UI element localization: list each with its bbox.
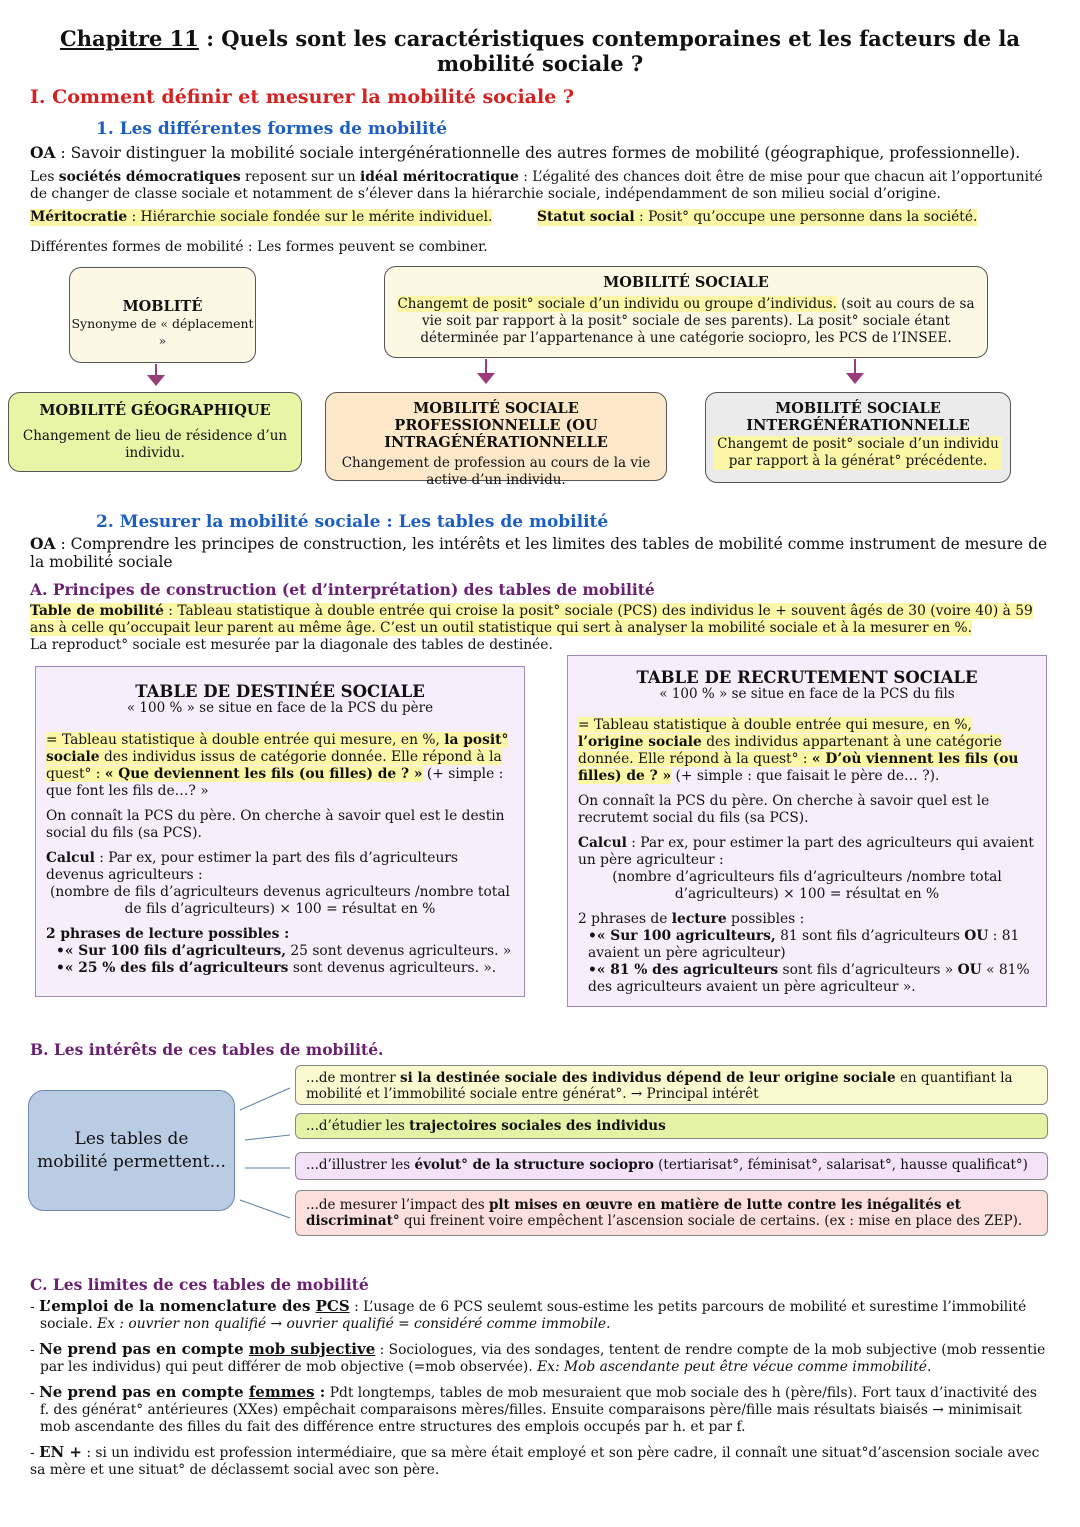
limites-title: C. Les limites de ces tables de mobilité <box>30 1275 369 1294</box>
section1-title: I. Comment définir et mesurer la mobilité sociale ? <box>30 86 575 108</box>
page-title: Chapitre 11 : Quels sont les caractéristiques contemporaines et les facteurs de la mobilité sociale ? <box>60 26 1020 76</box>
connector-lines <box>235 1080 300 1230</box>
recrutement-lecture-2: • « 81 % des agriculteurs sont fils d’agriculteurs » OU « 81% des agriculteurs avaient un père agriculteur ». <box>588 962 1036 996</box>
interet-4: ...de mesurer l’impact des plt mises en œuvre en matière de lutte contre les inégalités et discriminat° qui freinent voire empêchent l’ascension sociale de certains. (ex : mise en place des ZEP). <box>295 1190 1048 1236</box>
destinee-lecture-2: • « 25 % des fils d’agriculteurs sont devenus agriculteurs. ». <box>56 960 514 977</box>
oa-2: OA : Comprendre les principes de construction, les intérêts et les limites des tables de mobilité comme instrument de mesure de la mobilité sociale <box>30 534 1048 571</box>
destinee-calcul: Calcul : Par ex, pour estimer la part des fils d’agriculteurs devenus agriculteurs : <box>46 850 459 883</box>
limite-3: - Ne prend pas en compte femmes : Pdt longtemps, tables de mob mesuraient que mob sociale des h (père/fils). Fort taux d’inactivité des f. des générat° antérieures (XXes) empêchait comparaisons mères/filles. Ensuite comparaisons père/fille mais résultats biaisés → minimisait mob ascendante des filles du fait des différence entre structures des emplois occupés par h. et par f. <box>30 1383 1037 1435</box>
down-arrow-icon <box>477 373 495 384</box>
interet-3: ...d’illustrer les évolut° de la structure sociopro (tertiarisat°, féminisat°, salarisat°, hausse qualificat°) <box>295 1152 1048 1180</box>
forms-intro: Différentes formes de mobilité : Les formes peuvent se combiner. <box>30 239 488 255</box>
definition-table-mobilite: Table de mobilité : Tableau statistique à double entrée qui croise la posit° sociale (PCS) des individus le + souvent âgés de 30 (voire 40) à 59 ans à celle qu’occupait leur parent au même âge. C’est un outil statistique qui sert à analyser la mobilité sociale et à la mesurer en %. La reproduct° sociale est mesurée par la diagonale des tables de destinée. <box>30 603 1033 653</box>
recrutement-definition: = Tableau statistique à double entrée qui mesure, en %, l’origine sociale des individus appartenant à une catégorie donnée. Elle répond à la quest° : « D’où viennent les fils (ou filles) de ? » (+ simple : que faisait le père de… ?). <box>578 717 1019 784</box>
mobilite-professionnelle-box: MOBILITÉ SOCIALE PROFESSIONNELLE (OU INTRAGÉNÉRATIONNELLE Changement de profession au cours de la vie active d’un individu. <box>325 392 667 481</box>
subsection2-title: 2. Mesurer la mobilité sociale : Les tables de mobilité <box>96 512 609 532</box>
destinee-lecture-1: • « Sur 100 fils d’agriculteurs, 25 sont devenus agriculteurs. » <box>56 943 514 960</box>
mobilite-sociale-box: MOBILITÉ SOCIALE Changemt de posit° sociale d’un individu ou groupe d’individus. (soit au cours de sa vie soit par rapport à la posit° sociale de ses parents). La posit° sociale étant déterminée par l’appartenance à une catégorie sociopro, les PCS de l’INSEE. <box>384 266 988 358</box>
tables-permettent-box: Les tables de mobilité permettent... <box>28 1090 235 1211</box>
interets-title: B. Les intérêts de ces tables de mobilité. <box>30 1040 384 1059</box>
subsection1-title: 1. Les différentes formes de mobilité <box>96 119 448 139</box>
table-recrutement-box: TABLE DE RECRUTEMENT SOCIALE « 100 % » se situe en face de la PCS du fils = Tableau statistique à double entrée qui mesure, en %, l’origine sociale des individus appartenant à une catégorie donnée. Elle répond à la quest° : « D’où viennent les fils (ou filles) de ? » (+ simple : que faisait le père de… ?). On connaît la PCS du père. On cherche à savoir quel est le recrutemt social du fils (sa PCS). Calcul : Par ex, pour estimer la part des agriculteurs qui avaient un père agriculteur : (nombre d’agriculteurs fils d’agriculteurs /nombre total d’agriculteurs) × 100 = résultat en % 2 phrases de lecture possibles : • « Sur 100 agriculteurs, 81 sont fils d’agriculteurs OU : 81 avaient un père agriculteur) • « 81 % des agriculteurs sont fils d’agriculteurs » OU « 81% des agriculteurs avaient un père agriculteur ». <box>567 655 1047 1007</box>
destinee-definition: = Tableau statistique à double entrée qui mesure, en %, la posit° sociale des individus issus de catégorie donnée. Elle répond à la quest° : « Que deviennent les fils (ou filles) de ? » (+ simple : que font les fils de…? » <box>46 732 509 799</box>
limite-2: - Ne prend pas en compte mob subjective : Sociologues, via des sondages, tentent de rendre compte de la mob subjective (mob ressentie par les individus) qui peut différer de mob objective (=mob observée). Ex: Mob ascendante peut être vécue comme immobilité. <box>30 1340 1046 1375</box>
definition-statut-social: Statut social : Posit° qu’occupe une personne dans la société. <box>537 209 978 225</box>
limite-4: - EN + : si un individu est profession intermédiaire, que sa mère était employé et son père cadre, il connaît une situat°d’ascension sociale avec sa mère et une situat° de déclassemt social avec son père. <box>30 1443 1040 1478</box>
down-arrow-icon <box>846 373 864 384</box>
mobilite-box: MOBLITÉ Synonyme de « déplacement » <box>69 267 256 363</box>
intro-paragraph: Les sociétés démocratiques reposent sur un idéal méritocratique : L’égalité des chances doit être de mise pour que chacun ait l’opportunité de changer de classe sociale et notamment de s’élever dans la hiérarchie sociale, indépendamment de son milieu social d’origine. <box>30 169 1043 202</box>
limite-1: - L’emploi de la nomenclature des PCS : L’usage de 6 PCS seulemt sous-estime les petits parcours de mobilité et surestime l’immobilité sociale. Ex : ouvrier non qualifié → ouvrier qualifié = considéré comme immobile. <box>30 1297 1027 1332</box>
principes-title: A. Principes de construction (et d’interprétation) des tables de mobilité <box>30 580 655 599</box>
arrow-stem <box>854 359 856 374</box>
down-arrow-icon <box>147 375 165 386</box>
mobilite-geographique-box: MOBILITÉ GÉOGRAPHIQUE Changement de lieu de résidence d’un individu. <box>8 392 302 472</box>
arrow-stem <box>485 359 487 374</box>
definition-meritocratie: Méritocratie : Hiérarchie sociale fondée sur le mérite individuel. <box>30 209 493 225</box>
mobilite-intergenerationnelle-box: MOBILITÉ SOCIALE INTERGÉNÉRATIONNELLE Changemt de posit° sociale d’un individu par rapport à la générat° précédente. <box>705 392 1011 483</box>
recrutement-calcul: Calcul : Par ex, pour estimer la part des agriculteurs qui avaient un père agriculteur : <box>578 835 1034 868</box>
recrutement-lecture-1: • « Sur 100 agriculteurs, 81 sont fils d’agriculteurs OU : 81 avaient un père agriculteur) <box>588 928 1036 962</box>
table-destinee-box: TABLE DE DESTINÉE SOCIALE « 100 % » se situe en face de la PCS du père = Tableau statistique à double entrée qui mesure, en %, la posit° sociale des individus issus de catégorie donnée. Elle répond à la quest° : « Que deviennent les fils (ou filles) de ? » (+ simple : que font les fils de…? » On connaît la PCS du père. On cherche à savoir quel est le destin social du fils (sa PCS). Calcul : Par ex, pour estimer la part des fils d’agriculteurs devenus agriculteurs : (nombre de fils d’agriculteurs devenus agriculteurs /nombre total de fils d’agriculteurs) × 100 = résultat en % 2 phrases de lecture possibles : • « Sur 100 fils d’agriculteurs, 25 sont devenus agriculteurs. » • « 25 % des fils d’agriculteurs sont devenus agriculteurs. ». <box>35 666 525 997</box>
interet-1: ...de montrer si la destinée sociale des individus dépend de leur origine sociale en quantifiant la mobilité et l’immobilité sociale entre générat°. → Principal intérêt <box>295 1065 1048 1105</box>
oa-1: OA : Savoir distinguer la mobilité sociale intergénérationnelle des autres formes de mobilité (géographique, professionnelle). <box>30 143 1021 162</box>
interet-2: ...d’étudier les trajectoires sociales des individus <box>295 1113 1048 1139</box>
